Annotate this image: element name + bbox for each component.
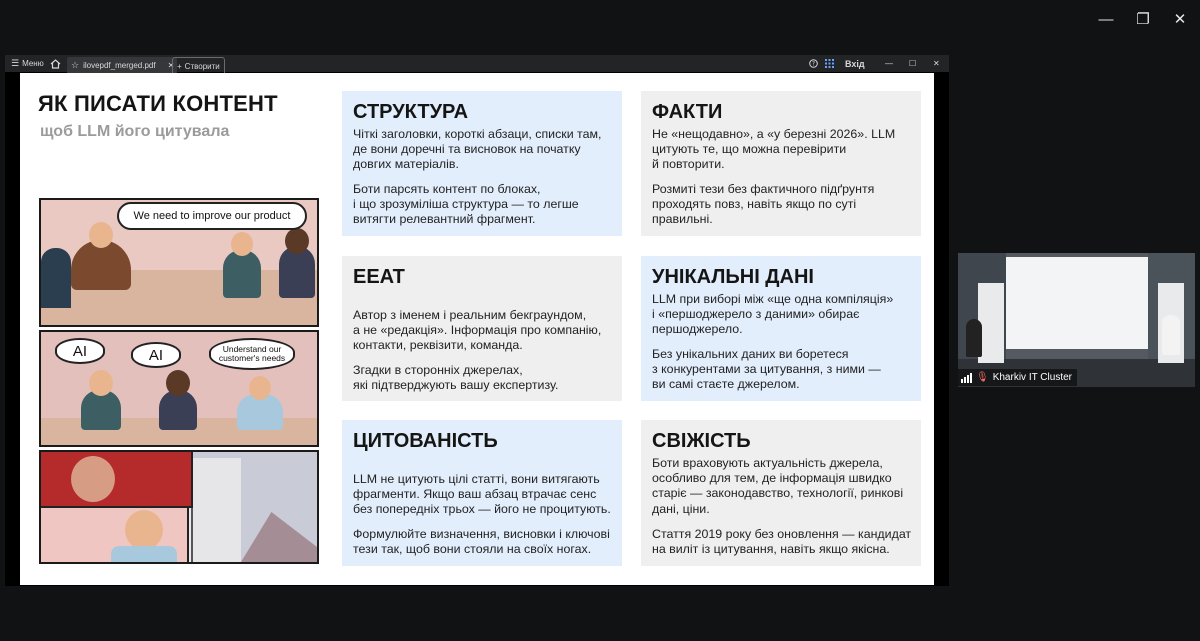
viewer-maximize-icon[interactable]: ☐ bbox=[909, 59, 917, 68]
man-head-2 bbox=[89, 370, 113, 396]
woman-head bbox=[285, 228, 309, 254]
home-icon[interactable] bbox=[50, 55, 61, 72]
hamburger-icon: ☰ bbox=[11, 58, 20, 68]
help-icon[interactable] bbox=[809, 55, 818, 72]
participant-label bbox=[958, 369, 1077, 386]
card-text: Стаття 2019 року без оновлення — кандидат на виліт із цитування, навіть якщо якісна. bbox=[652, 527, 912, 557]
webcam-video-tile[interactable] bbox=[958, 253, 1195, 387]
card-title: ЦИТОВАНІСТЬ bbox=[353, 430, 498, 452]
tab-close-icon[interactable]: ✕ bbox=[167, 61, 175, 70]
slide-title: ЯК ПИСАТИ КОНТЕНТ bbox=[38, 91, 278, 116]
viewer-toolbar bbox=[5, 55, 949, 72]
card-text: Без унікальних даних ви боретеся з конкурентами за цитування, з ними — ви самі стаєте джерелом. bbox=[652, 347, 881, 392]
card-text: Автор з іменем і реальним бекграундом, а не «редакція». Інформація про компанію, контакти, реквізити, команда. bbox=[353, 308, 602, 353]
apps-grid-icon[interactable] bbox=[825, 55, 834, 72]
slide-page bbox=[20, 73, 934, 585]
card-facts bbox=[641, 91, 921, 236]
minimize-button[interactable]: — bbox=[1098, 10, 1114, 28]
speech-bubble-1: We need to improve our product bbox=[117, 202, 307, 230]
card-eeat bbox=[342, 256, 622, 401]
boss-head bbox=[89, 222, 113, 248]
slide-subtitle: щоб LLM його цитувала bbox=[40, 123, 230, 140]
speech-bubble-4: Understand our customer's needs bbox=[209, 338, 295, 370]
card-text: Чіткі заголовки, короткі абзаци, списки там, де вони доречні та висновок на початку довгих матеріалів. bbox=[353, 127, 602, 172]
foreground-figure bbox=[41, 248, 71, 308]
card-text: LLM при виборі між «ще одна компіляція» і «першоджерело з даними» обирає першоджерело. bbox=[652, 292, 894, 337]
viewer-minimize-icon[interactable]: — bbox=[885, 59, 893, 68]
card-structure bbox=[342, 91, 622, 236]
building bbox=[191, 458, 241, 562]
card-unique-data bbox=[641, 256, 921, 401]
card-title: ФАКТИ bbox=[652, 101, 723, 123]
tab-ilovepdf[interactable] bbox=[67, 57, 177, 74]
card-citability bbox=[342, 420, 622, 566]
pdf-viewer-window bbox=[5, 55, 949, 586]
card-text: Згадки в сторонніх джерелах, які підтверджують вашу експертизу. bbox=[353, 363, 559, 393]
card-title: УНІКАЛЬНІ ДАНІ bbox=[652, 266, 814, 288]
participant-name: Kharkiv IT Cluster bbox=[992, 372, 1072, 383]
signin-button[interactable]: Вхід bbox=[845, 58, 865, 69]
woman-head-2 bbox=[166, 370, 190, 396]
angry-boss-box bbox=[41, 452, 193, 508]
comic-panel-1 bbox=[39, 198, 319, 327]
intern-head bbox=[249, 376, 271, 400]
speaker-figure bbox=[966, 319, 982, 357]
projection-screen bbox=[1006, 257, 1148, 349]
viewer-close-icon[interactable]: ✕ bbox=[933, 59, 940, 68]
meme-comic-illustration bbox=[39, 198, 323, 573]
svg-text:?: ? bbox=[811, 60, 816, 68]
intern-shirt bbox=[111, 546, 177, 562]
card-title: СВІЖІСТЬ bbox=[652, 430, 751, 452]
card-text: Не «нещодавно», а «у березні 2026». LLM цитують те, що можна перевірити й повторити. bbox=[652, 127, 896, 172]
card-text: LLM не цитують цілі статті, вони витягають фрагменти. Якщо ваш абзац втрачає сенс без попередніх трьох — його не процитують. bbox=[353, 472, 611, 517]
restore-button[interactable]: ❐ bbox=[1136, 11, 1150, 28]
speaker-figure bbox=[1162, 315, 1180, 355]
card-text: Розмиті тези без фактичного підґрунтя проходять повз, навіть якщо по суті правильні. bbox=[652, 182, 875, 227]
angry-boss-head bbox=[71, 456, 115, 502]
comic-panel-2 bbox=[39, 330, 319, 447]
card-text: Боти враховують актуальність джерела, особливо для тем, де інформація швидко старіє — законодавство, технології, ринкові дані, ціни. bbox=[652, 456, 904, 516]
speech-bubble-2: AI bbox=[55, 338, 105, 364]
card-freshness bbox=[641, 420, 921, 566]
card-title: СТРУКТУРА bbox=[353, 101, 469, 123]
intern-face bbox=[125, 510, 163, 550]
menu-label: Меню bbox=[22, 59, 44, 68]
close-button[interactable]: ✕ bbox=[1173, 11, 1187, 28]
comic-panel-3 bbox=[39, 450, 319, 564]
signal-bars-icon bbox=[961, 373, 972, 383]
woman-figure-2 bbox=[159, 390, 197, 430]
menu-button[interactable] bbox=[11, 55, 44, 72]
muted-mic-icon: 🎙 bbox=[976, 372, 989, 383]
speech-bubble-3: AI bbox=[131, 342, 181, 368]
plus-icon: + bbox=[177, 62, 182, 71]
man-head bbox=[231, 232, 253, 256]
star-icon[interactable]: ☆ bbox=[71, 60, 80, 70]
new-label: Створити bbox=[184, 62, 220, 71]
man-figure-2 bbox=[81, 390, 121, 430]
tab-title: ilovepdf_merged.pdf bbox=[83, 61, 156, 70]
man-figure bbox=[223, 250, 261, 298]
card-text: Формулюйте визначення, висновки і ключові тези так, щоб вони стояли на своїх ногах. bbox=[353, 527, 610, 557]
card-title: EEAT bbox=[353, 266, 405, 288]
card-text: Боти парсять контент по блоках, і що зрозуміліша структура — то легше витягти релевантний фрагмент. bbox=[353, 182, 579, 227]
